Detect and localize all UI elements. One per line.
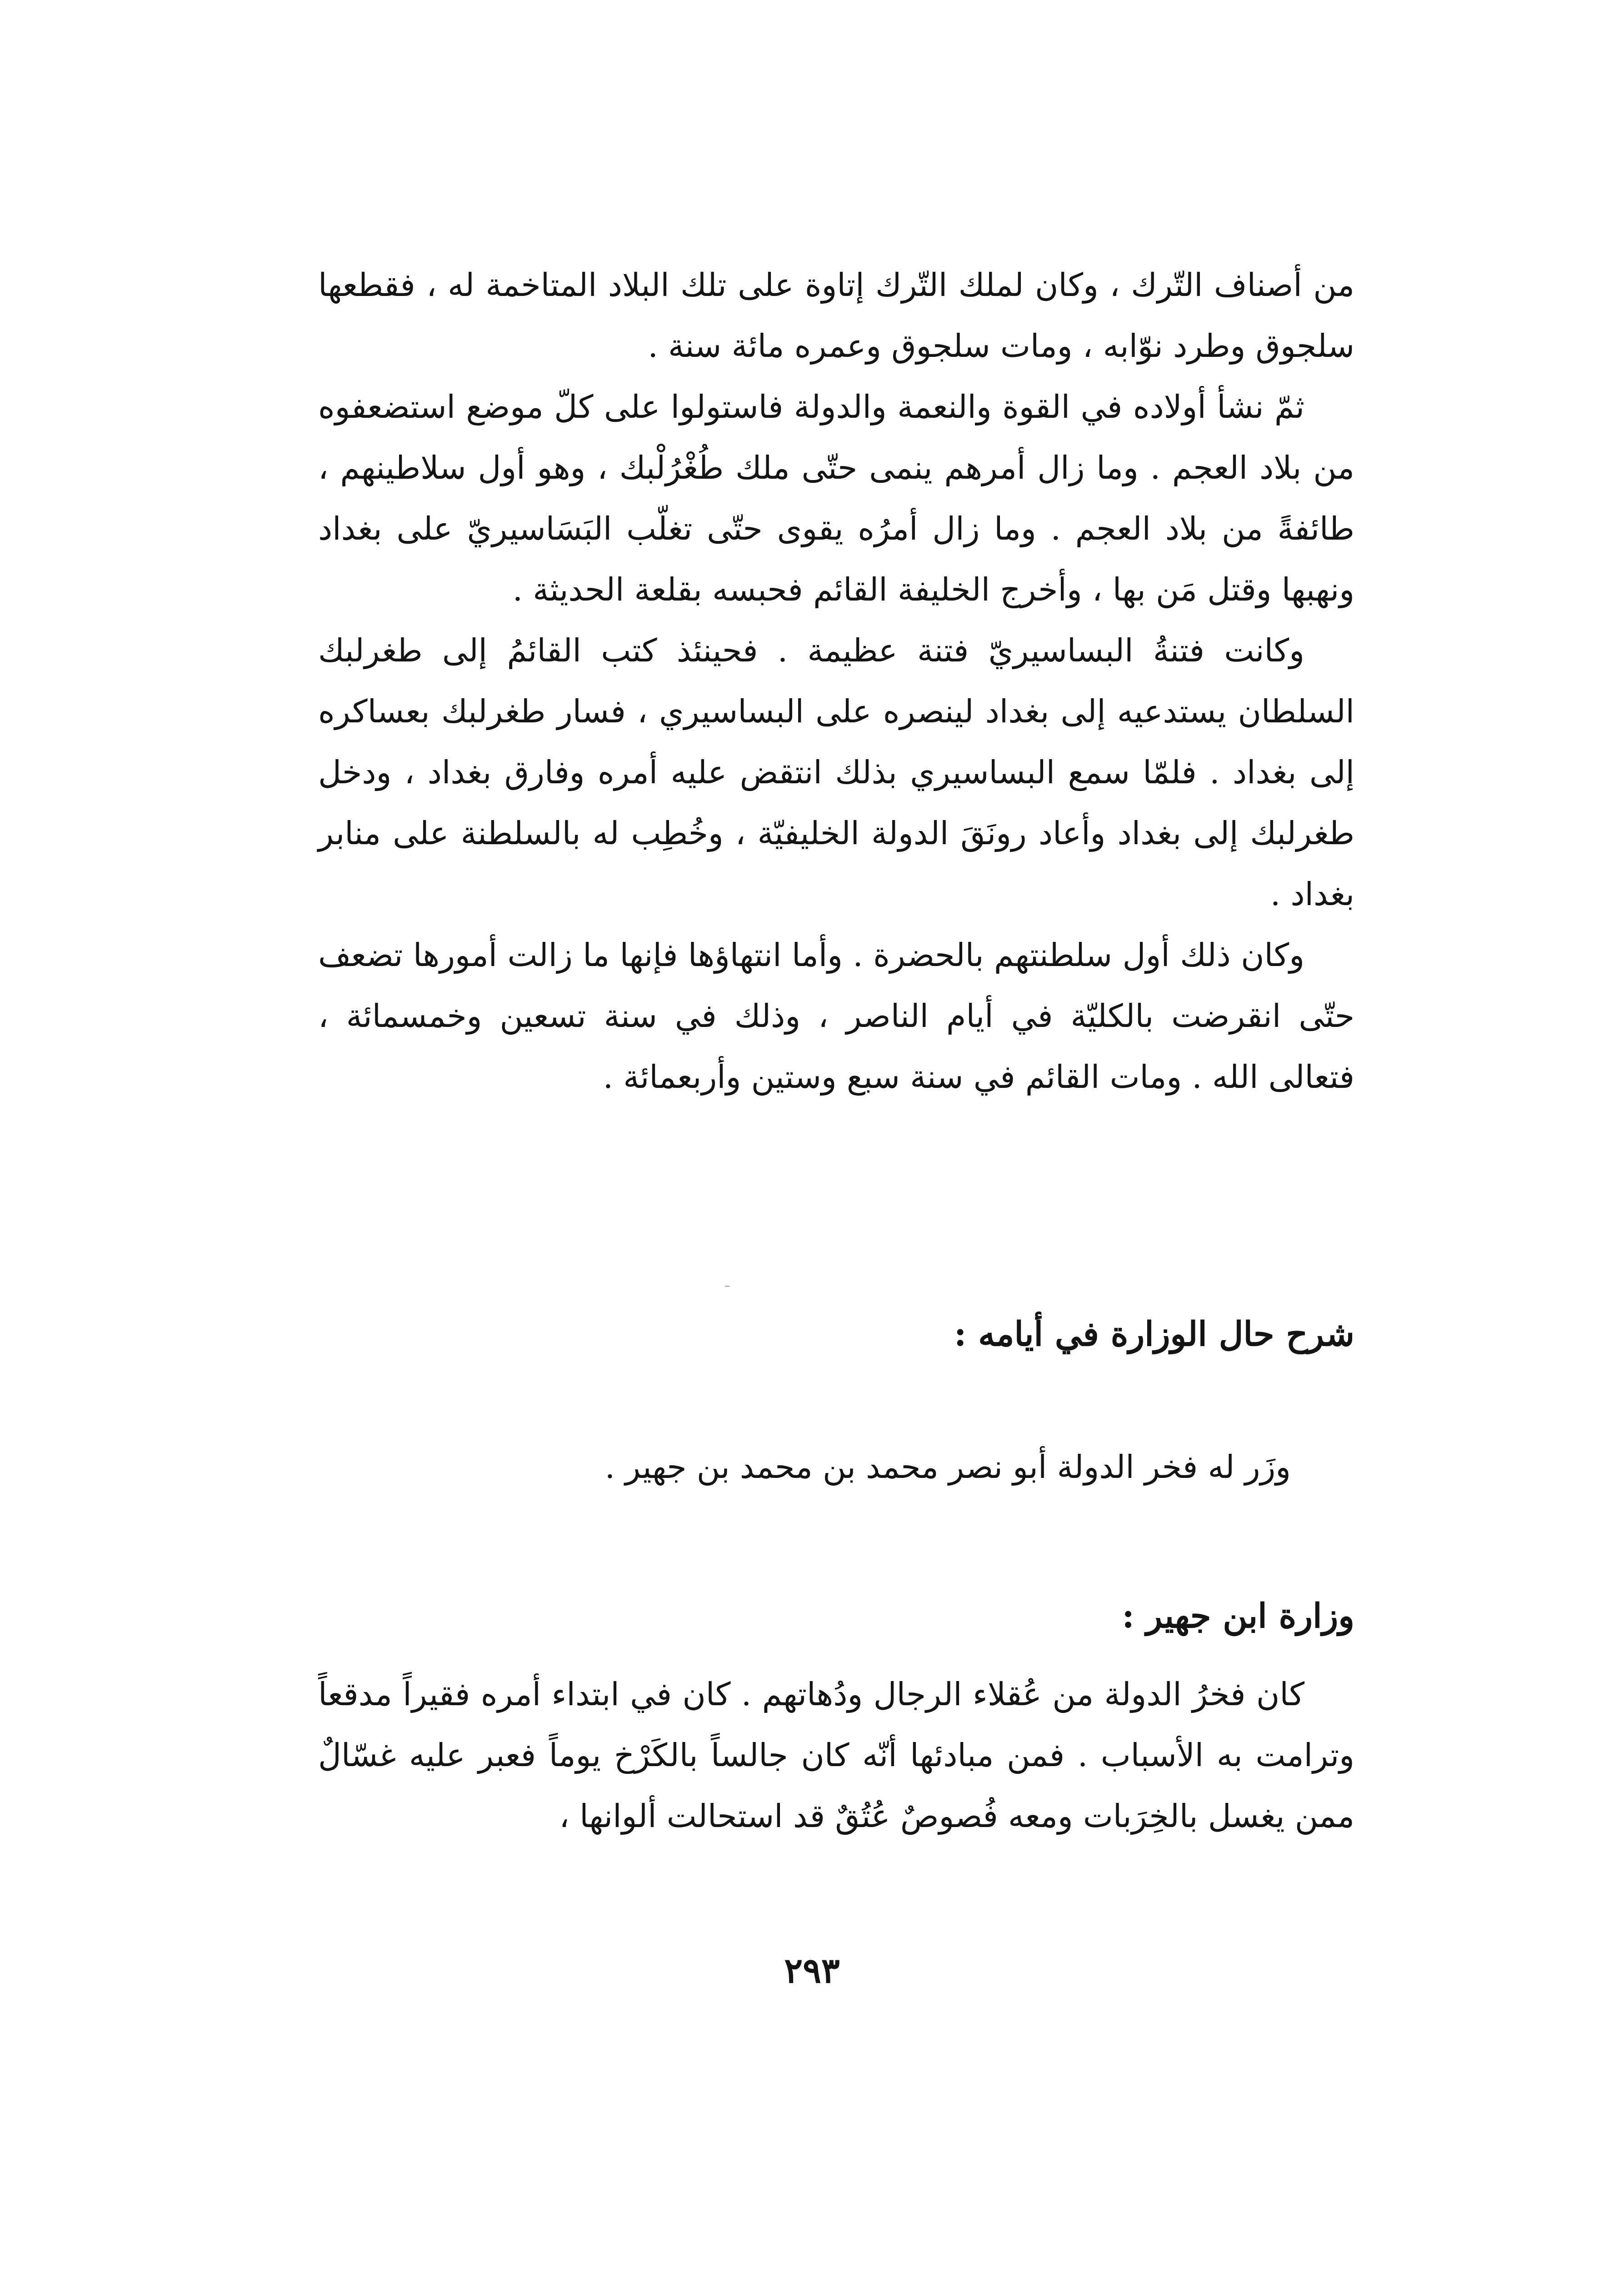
section-heading-vizierate: شرح حال الوزارة في أيامه :: [954, 1315, 1354, 1354]
paragraph-2: ثمّ نشأ أولاده في القوة والنعمة والدولة فاستولوا على كلّ موضع استضعفوه من بلاد العجم . وما زال أمرهم ينمى حتّى ملك طُغْرُلْبك ، وهو أول سلاطينهم ، طائفةً من بلاد العجم . وما زال أمرُه يقوى حتّى تغلّب البَسَاسيريّ على بغداد ونهبها وقتل مَن بها ، وأخرج الخليفة القائم فحبسه بقلعة الحديثة .: [318, 388, 1354, 608]
paragraph-3: وكانت فتنةُ البساسيريّ فتنة عظيمة . فحينئذ كتب القائمُ إلى طغرلبك السلطان يستدعيه إلى بغداد لينصره على البساسيري ، فسار طغرلبك بعساكره إلى بغداد . فلمّا سمع البساسيري بذلك انتقض عليه أمره وفارق بغداد ، ودخل طغرلبك إلى بغداد وأعاد رونَقَ الدولة الخليفيّة ، وخُطِب له بالسلطنة على منابر بغداد .: [318, 632, 1354, 913]
page-number: ٢٩٣: [784, 1950, 840, 1991]
divider-mark: [725, 1286, 730, 1287]
paragraph-1: من أصناف التّرك ، وكان لملك التّرك إتاوة على تلك البلاد المتاخمة له ، فقطعها سلجوق وطرد نوّابه ، ومات سلجوق وعمره مائة سنة .: [318, 266, 1354, 365]
vizier-statement: وزَر له فخر الدولة أبو نصر محمد بن محمد بن جهير .: [605, 1448, 1291, 1486]
paragraph-4: وكان ذلك أول سلطنتهم بالحضرة . وأما انتهاؤها فإنها ما زالت أمورها تضعف حتّى انقرضت بالكليّة في أيام الناصر ، وذلك في سنة تسعين وخمسمائة ، فتعالى الله . ومات القائم في سنة سبع وستين وأربعمائة .: [318, 936, 1354, 1096]
section-heading-ibn-jahir: وزارة ابن جهير :: [1122, 1597, 1354, 1636]
paragraph-ibn-jahir: كان فخرُ الدولة من عُقلاء الرجال ودُهاتهم . كان في ابتداء أمره فقيراً مدقعاً وترامت به الأسباب . فمن مبادئها أنّه كان جالساً بالكَرْخ يوماً فعبر عليه غسّالٌ ممن يغسل بالخِرَبات ومعه فُصوصٌ عُتُقٌ قد استحالت ألوانها ،: [318, 1676, 1354, 1835]
main-text-block: [318, 255, 1354, 1107]
ibn-jahir-text-block: [318, 1664, 1354, 1847]
